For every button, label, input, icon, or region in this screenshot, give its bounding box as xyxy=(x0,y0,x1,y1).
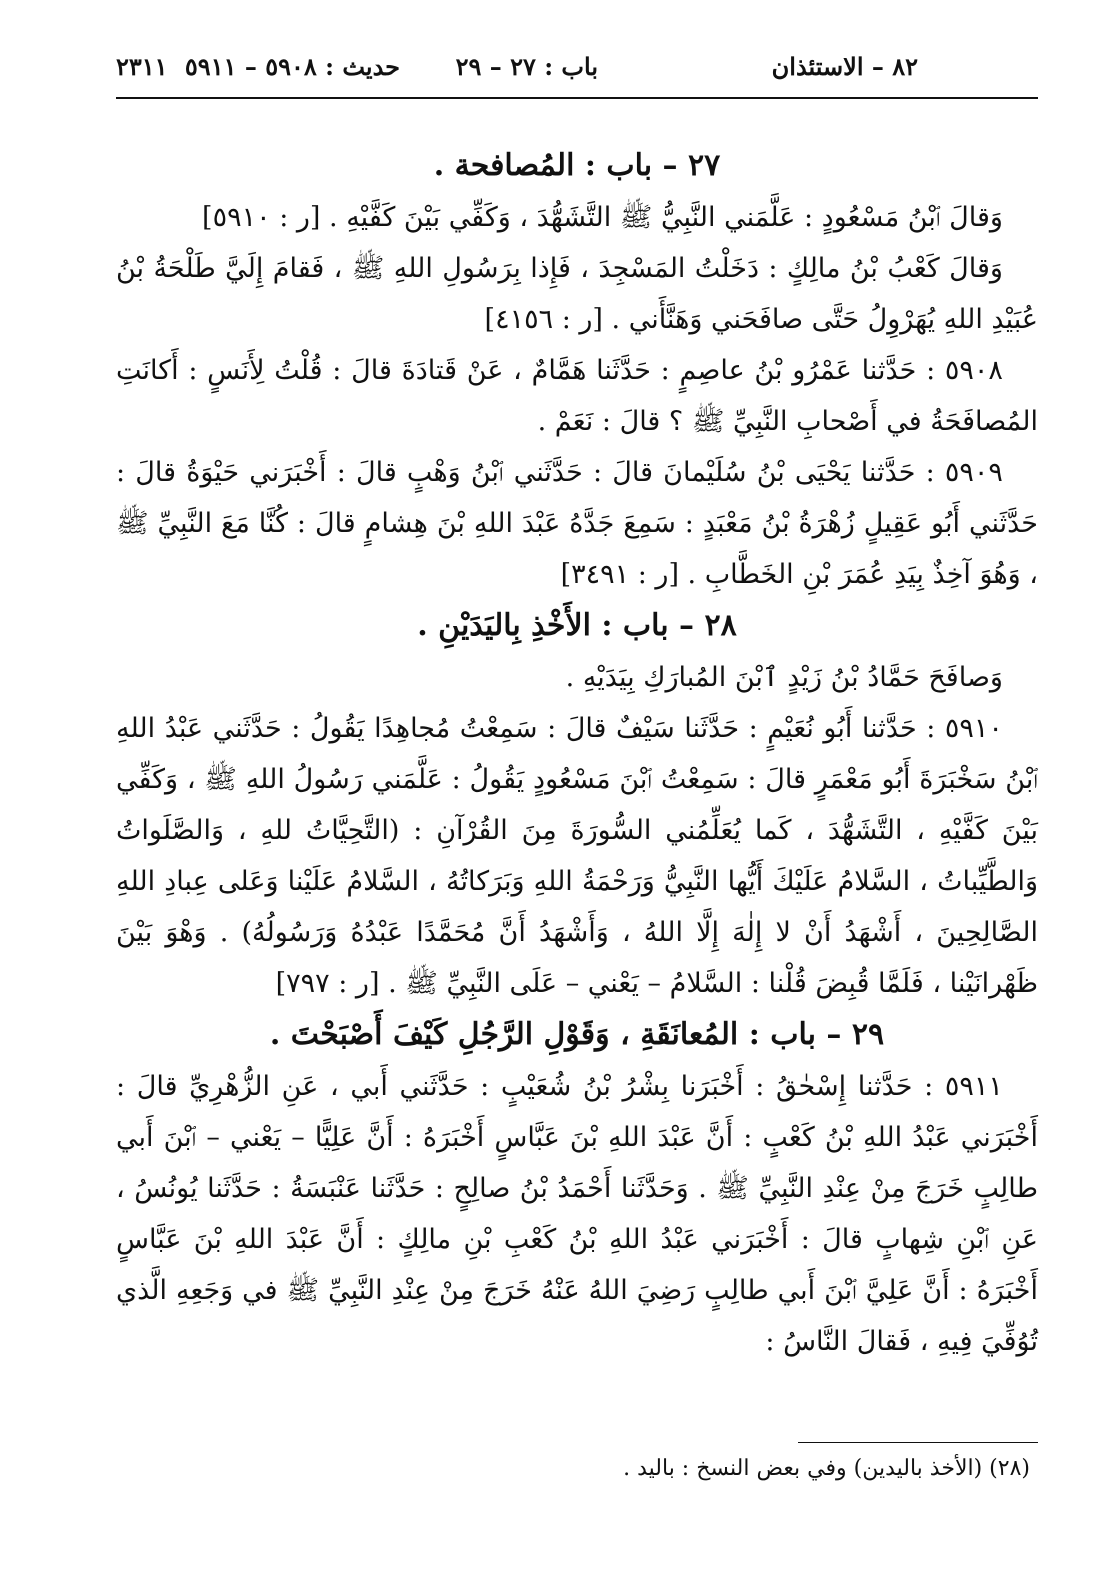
hadith-5910: ٥٩١٠ : حَدَّثنا أَبُو نُعَيْمٍ : حَدَّثَنا سَيْفٌ قالَ : سَمِعْتُ مُجاهِدًا يَقُولُ : حَدَّثَني عَبْدُ اللهِ ٱبْنُ سَخْبَرَةَ أَبُو مَعْمَرٍ قالَ : سَمِعْتُ ٱبْنَ مَسْعُودٍ يَقُولُ : عَلَّمَني رَسُولُ اللهِ ﷺ ، وَكَفِّي بَيْنَ كَفَّيْهِ ، التَّشَهُّدَ ، كَما يُعَلِّمُني السُّورَةَ مِنَ القُرْآنِ : (التَّحِيَّاتُ للهِ ، وَالصَّلَواتُ وَالطَّيِّباتُ ، السَّلامُ عَلَيْكَ أَيُّها النَّبِيُّ وَرَحْمَةُ اللهِ وَبَرَكاتُهُ ، السَّلامُ عَلَيْنا وَعَلى عِبادِ اللهِ الصَّالِحِينَ ، أَشْهَدُ أَنْ لا إِلٰهَ إِلَّا اللهُ ، وَأَشْهَدُ أَنَّ مُحَمَّدًا عَبْدُهُ وَرَسُولُهُ) . وَهْوَ بَيْنَ ظَهْرانَيْنا ، فَلَمَّا قُبِضَ قُلْنا : السَّلامُ – يَعْني – عَلَى النَّبِيِّ ﷺ . [ر : ٧٩٧] xyxy=(116,713,1038,999)
section-title-bab-27: ٢٧ – باب : المُصافحة . xyxy=(433,148,721,183)
footnote-rule xyxy=(798,1442,1038,1443)
header-rule xyxy=(116,97,1038,99)
hadith-5909: ٥٩٠٩ : حَدَّثنا يَحْيَى بْنُ سُلَيْمانَ قالَ : حَدَّثَني ٱبْنُ وَهْبٍ قالَ : أَخْبَرَني حَيْوَةُ قالَ : حَدَّثَني أَبُو عَقِيلٍ زُهْرَةُ بْنُ مَعْبَدٍ : سَمِعَ جَدَّهُ عَبْدَ اللهِ بْنَ هِشامٍ قالَ : كُنَّا مَعَ النَّبِيِّ ﷺ ، وَهُوَ آخِذٌ بِيَدِ عُمَرَ بْنِ الخَطَّابِ . [ر : ٣٤٩١] xyxy=(116,457,1038,590)
bab-range: باب : ٢٧ – ٢٩ xyxy=(455,52,598,81)
hadith-5908: ٥٩٠٨ : حَدَّثنا عَمْرُو بْنُ عاصِمٍ : حَدَّثَنا هَمَّامٌ ، عَنْ قَتادَةَ قالَ : قُلْتُ لِأَنَسٍ : أَكانَتِ المُصافَحَةُ في أَصْحابِ النَّبِيِّ ﷺ ؟ قالَ : نَعَمْ . xyxy=(116,355,1038,437)
chapter-title: ٨٢ – الاستئذان xyxy=(771,52,918,81)
footnote: (٢٨) (الأخذ باليدين) وفي بعض النسخ : باليد . xyxy=(623,1456,1030,1481)
hadith-range: حديث : ٥٩٠٨ – ٥٩١١ xyxy=(184,52,400,81)
paragraph: وَقالَ كَعْبُ بْنُ مالِكٍ : دَخَلْتُ المَسْجِدَ ، فَإِذا بِرَسُولِ اللهِ ﷺ ، فَقامَ إِلَيَّ طَلْحَةُ بْنُ عُبَيْدِ اللهِ يُهَرْوِلُ حَتَّى صافَحَني وَهَنَّأَني . [ر : ٤١٥٦] xyxy=(116,253,1038,335)
paragraph: وَصافَحَ حَمَّادُ بْنُ زَيْدٍ ٱبْنَ المُبارَكِ بِيَدَيْهِ . xyxy=(565,662,1003,693)
hadith-5911: ٥٩١١ : حَدَّثنا إِسْحٰقُ : أَخْبَرَنا بِشْرُ بْنُ شُعَيْبٍ : حَدَّثَني أَبي ، عَنِ الزُّهْرِيِّ قالَ : أَخْبَرَني عَبْدُ اللهِ بْنُ كَعْبٍ : أَنَّ عَبْدَ اللهِ بْنَ عَبَّاسٍ أَخْبَرَهُ : أَنَّ عَلِيًّا – يَعْني – ٱبْنَ أَبي طالِبٍ خَرَجَ مِنْ عِنْدِ النَّبِيِّ ﷺ . وَحَدَّثَنا أَحْمَدُ بْنُ صالِحٍ : حَدَّثَنا عَنْبَسَةُ : حَدَّثَنا يُونُسُ ، عَنِ ٱبْنِ شِهابٍ قالَ : أَخْبَرَني عَبْدُ اللهِ بْنُ كَعْبِ بْنِ مالِكٍ : أَنَّ عَبْدَ اللهِ بْنَ عَبَّاسٍ أَخْبَرَهُ : أَنَّ عَلِيَّ ٱبْنَ أَبي طالِبٍ رَضِيَ اللهُ عَنْهُ خَرَجَ مِنْ عِنْدِ النَّبِيِّ ﷺ في وَجَعِهِ الَّذي تُوُفِّيَ فِيهِ ، فَقالَ النَّاسُ : xyxy=(116,1071,1038,1357)
section-title-bab-28: ٢٨ – باب : الأَخْذِ بِاليَدَيْنِ . xyxy=(417,608,737,643)
page-number: ٢٣١١ xyxy=(116,52,168,81)
page-body xyxy=(116,140,1038,1367)
section-title-bab-29: ٢٩ – باب : المُعانَقَةِ ، وَقَوْلِ الرَّجُلِ كَيْفَ أَصْبَحْتَ . xyxy=(269,1017,885,1052)
paragraph: وَقالَ ٱبْنُ مَسْعُودٍ : عَلَّمَني النَّبِيُّ ﷺ التَّشَهُّدَ ، وَكَفِّي بَيْنَ كَفَّيْهِ . [ر : ٥٩١٠] xyxy=(202,202,1003,233)
running-header xyxy=(116,52,1038,84)
